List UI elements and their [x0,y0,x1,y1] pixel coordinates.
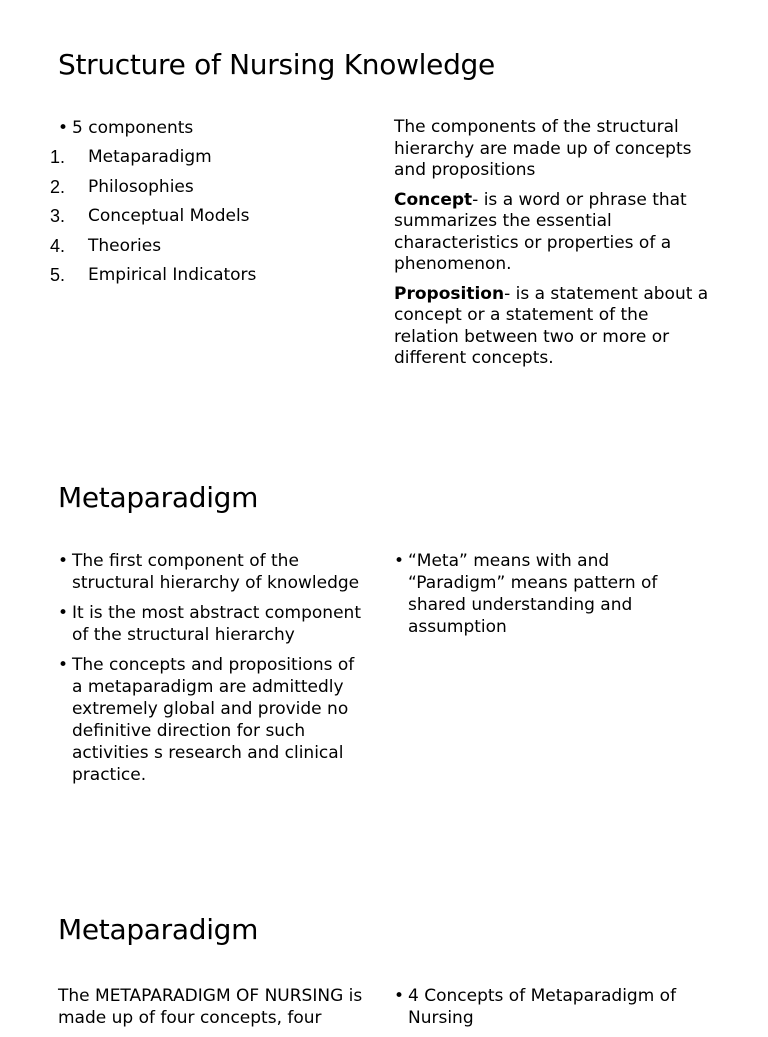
item-number: 5. [50,265,66,285]
bullet-icon: • [58,551,69,571]
slide-title: Metaparadigm [58,913,259,946]
item-number: 2. [50,176,66,197]
bullet-icon: • [58,655,69,675]
proposition-term: Proposition [394,283,505,304]
slide-title: Structure of Nursing Knowledge [58,48,495,81]
slide-title: Metaparadigm [58,481,259,514]
proposition-text: - is a statement about a concept or a statement of the relation between two or more or different concepts. [394,283,709,368]
concept-term: Concept [394,189,473,210]
item-number: 1. [50,147,66,167]
bullet-icon: • [58,603,69,623]
bullet-icon: • [394,986,405,1006]
item-number: 3. [50,206,66,226]
item-text: Empirical Indicators [88,265,257,285]
item-text: Metaparadigm [88,147,212,167]
item-text: Philosophies [88,176,194,197]
bullet-text: The first component of the structural hierarchy of knowledge [72,551,360,593]
intro-paragraph: The components of the structural hierarchy are made up of concepts and propositions [394,117,692,180]
bullet-item [394,985,704,1029]
bullet-icon: • [394,551,405,571]
bullet-text: It is the most abstract component of the structural hierarchy [72,603,361,645]
bullet-text: 5 components [72,118,194,138]
bullet-text: The concepts and propositions of a metaparadigm are admittedly extremely global and provide no definitive direction for such activities s research and clinical practice. [72,655,355,785]
bullet-text: 4 Concepts of Metaparadigm of Nursing [408,986,677,1028]
left-column [58,985,378,1029]
item-text: Conceptual Models [88,206,250,226]
right-column [394,985,704,1037]
intro-paragraph: The METAPARADIGM OF NURSING is made up of four concepts, four [58,986,363,1028]
concept-text: - is a word or phrase that summarizes the essential characteristics or properties of a phenomenon. [394,189,687,274]
item-text: Theories [88,235,162,256]
item-number: 4. [50,235,66,256]
bullet-icon: • [58,118,69,138]
bullet-text: “Meta” means with and “Paradigm” means pattern of shared understanding and assumption [408,551,658,637]
